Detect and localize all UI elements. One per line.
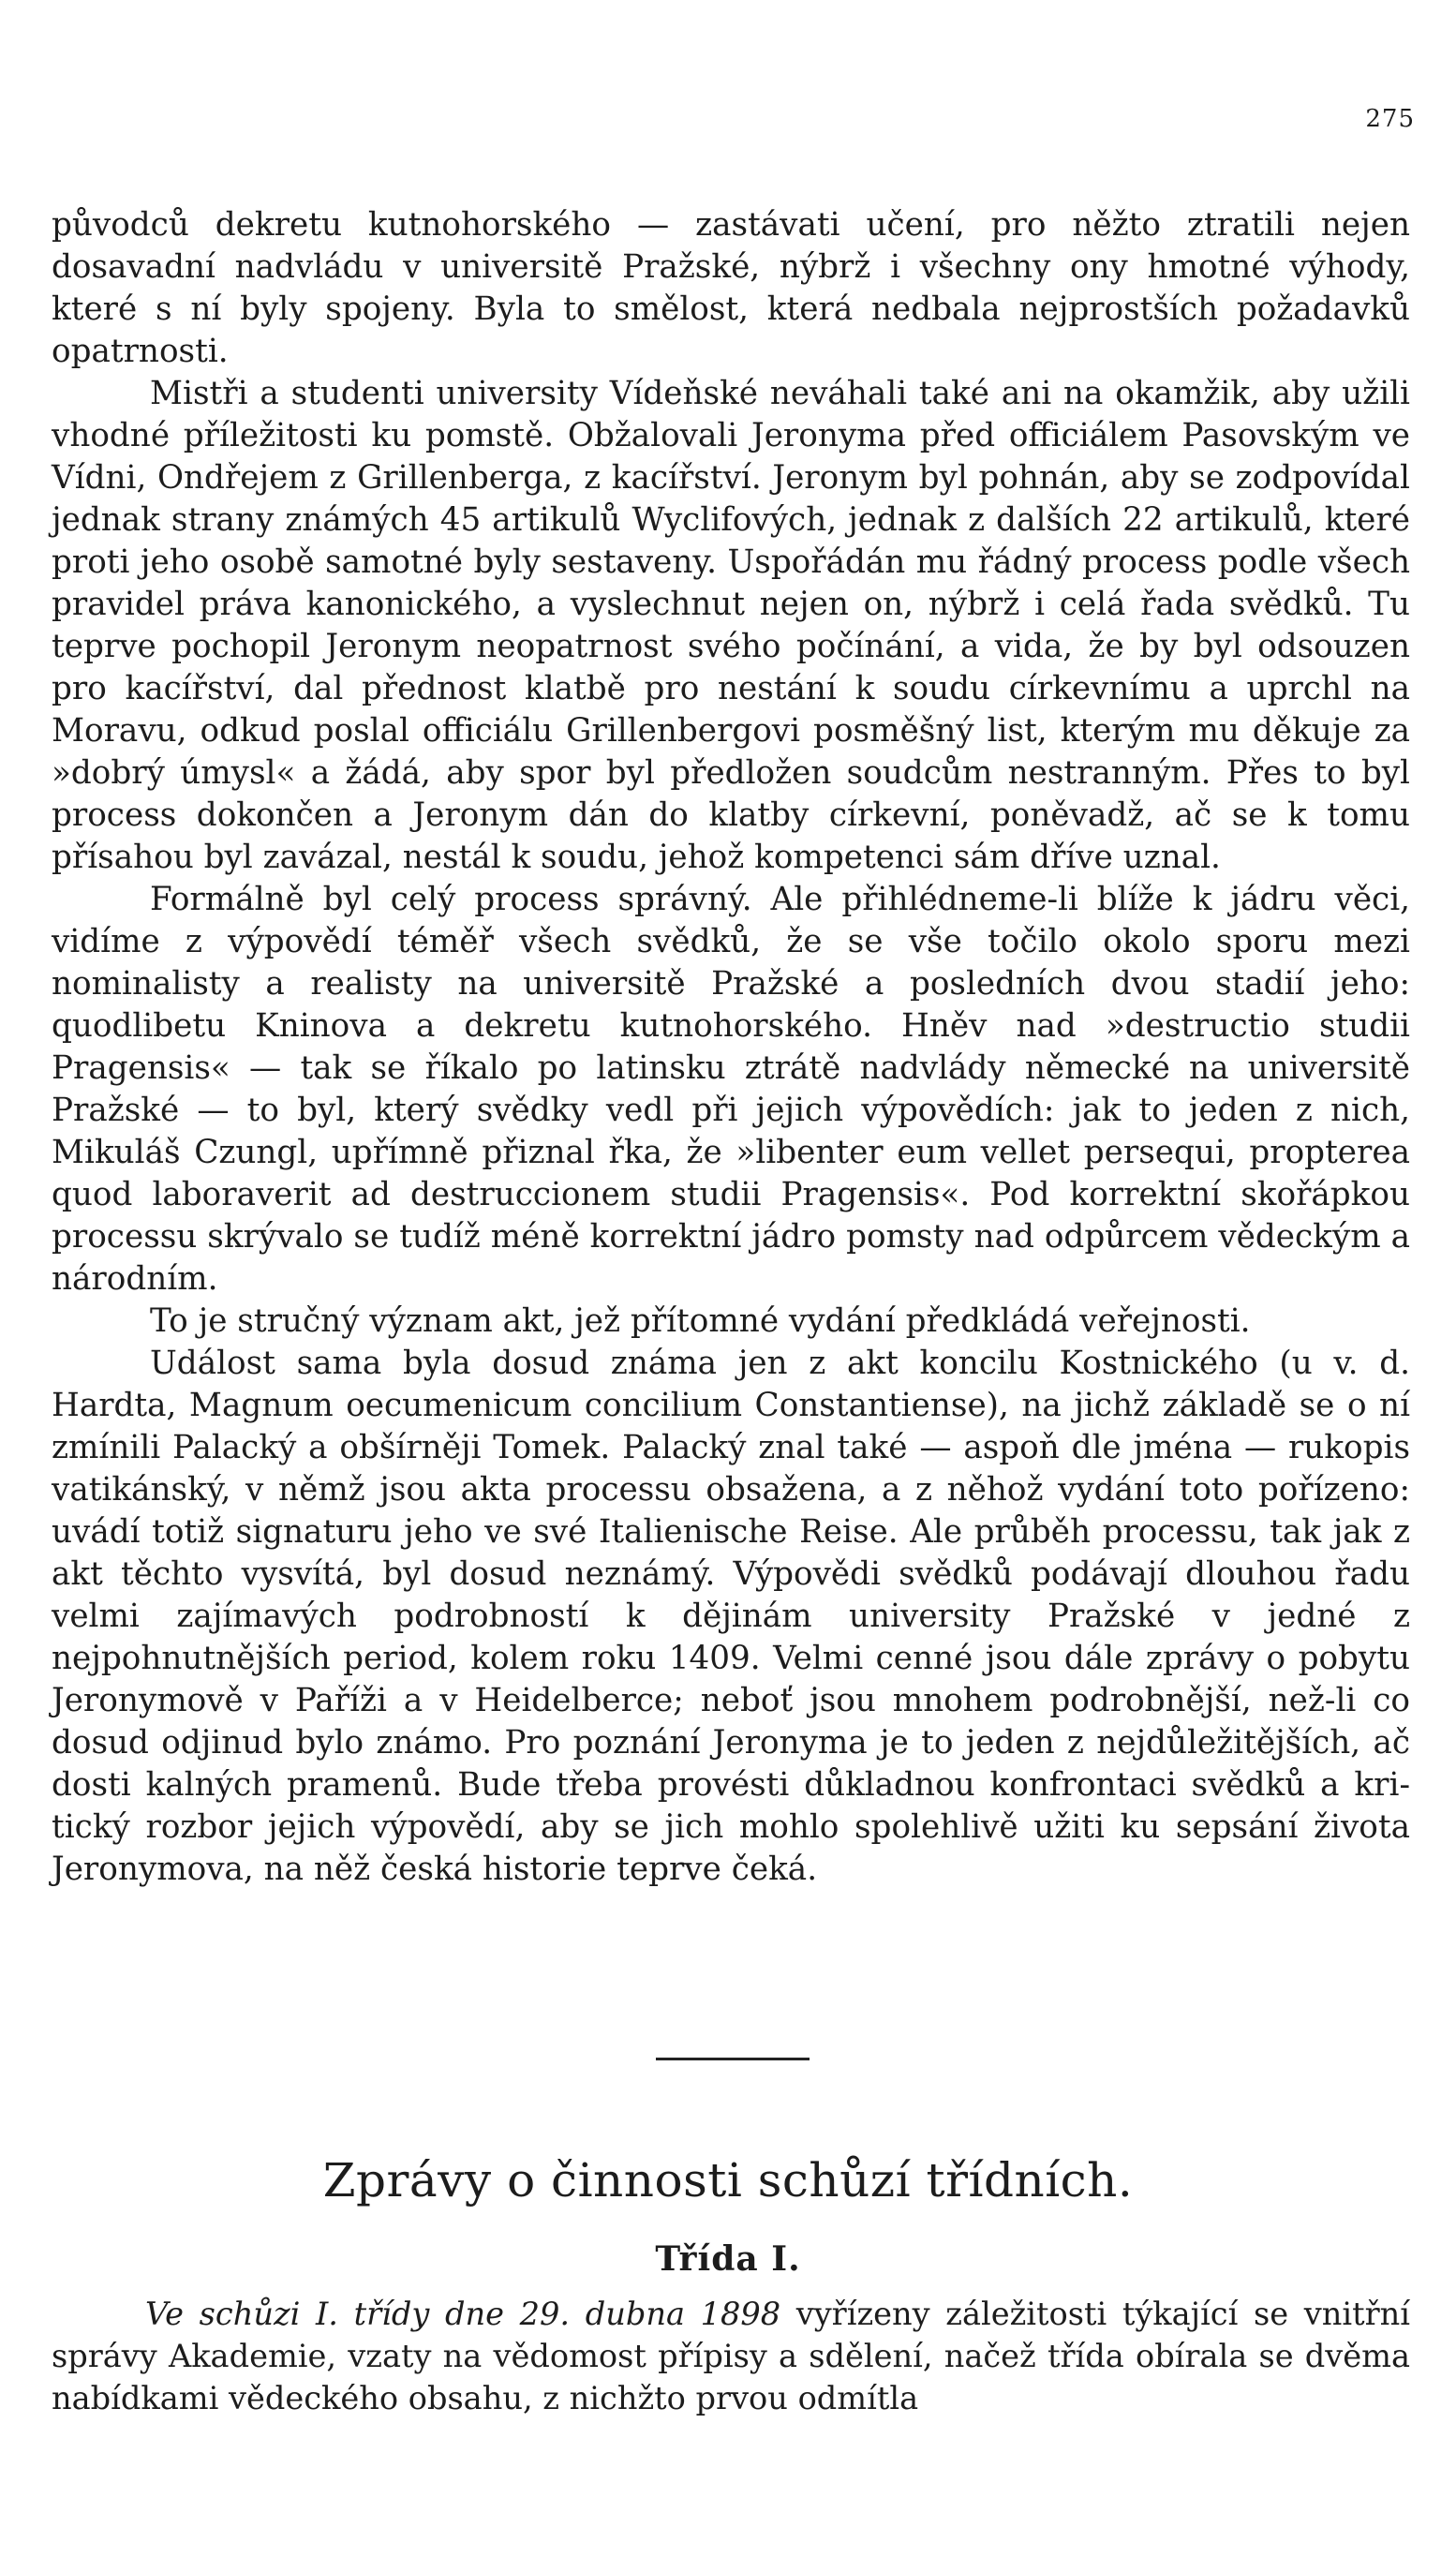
session-paragraph: [52, 2293, 1410, 2419]
section-title: Zprávy o činnosti schůzí třídních.: [322, 2153, 1134, 2208]
paragraph-3: Formálně byl celý process správný. Ale přihlédneme-li blíže k jádru věci, vidíme z výpovědí téměř všech svědků, že se vše točilo okolo sporu mezi nominalisty a realisty na universitě Pražské a posledních dvou stadií jeho: quodlibetu Kninova a dekretu kutnohorského. Hněv nad »destructio studii Pragensis« — tak se říkalo po latinsku ztrátě nadvlády německé na universitě Pražské — to byl, který svědky vedl při jejich výpovědích: jak to jeden z nich, Mikuláš Czungl, upřímně přiznal řka, že »libenter eum vellet persequi, propterea quod laboraverit ad destruccionem studii Pragensis«. Pod korrektní skořápkou processu skrývalo se tudíž méně korrektní jádro pomsty nad odpůrcem vědeckým a národním.: [52, 881, 1410, 1298]
session-paragraph-text: [52, 2293, 1410, 2419]
session-body: vyřízeny záležitosti týkající se vnitřní správy Akademie, vzaty na vědomost přípisy a sdělení, načež třída obírala se dvěma nabídkami vědeckého obsahu, z nichžto prvou odmítla: [52, 2296, 1410, 2416]
paragraph-5: Událost sama byla dosud známa jen z akt koncilu Kostnického (u v. d. Hardta, Magnum oecumenicum concilium Constantiense), na jichž základě se o ní zmínili Palacký a obšírněji Tomek. Palacký znal také — aspoň dle jména — rukopis vatikánský, v němž jsou akta processu obsažena, a z něhož vydání toto pořízeno: uvádí totiž signaturu jeho ve své Italienische Reise. Ale průběh processu, tak jak z akt těchto vysvítá, byl dosud neznámý. Výpovědi svědků podávají dlouhou řadu velmi zajímavých podrobností k dějinám university Pražské v jedné z nejpohnutnějších period, kolem roku 1409. Velmi cenné jsou dále zprávy o pobytu Jeronymově v Paříži a v Heidelberce; neboť jsou mnohem podrobnější, než-li co dosud odjinud bylo známo. Pro poznání Jeronyma je to jeden z nejdůležitějších, ač dosti kalných pramenů. Bude třeba provésti důkladnou konfrontaci svědků a kritický rozbor jejich výpovědí, aby se jich mohlo spolehlivě užiti ku sepsání života Jeronymova, na něž česká historie teprve čeká.: [52, 1345, 1410, 1888]
paragraph-2: Mistři a studenti university Vídeňské neváhali také ani na okamžik, aby užili vhodné příležitosti ku pomstě. Obžalovali Jeronyma před officiálem Pasovským ve Vídni, Ondřejem z Grillenberga, z kacířství. Jeronym byl pohnán, aby se zodpovídal jednak strany známých 45 artikulů Wyclifových, jednak z dalších 22 artikulů, které proti jeho osobě samotné byly sestaveny. Uspořádán mu řádný process podle všech pravidel práva kanonického, a vyslechnut nejen on, nýbrž i celá řada svědků. Tu teprve pochopil Jeronym neopatrnost svého počínání, a vida, že by byl odsouzen pro kacířství, dal přednost klatbě pro nestání k soudu církevnímu a uprchl na Moravu, odkud poslal officiálu Grillenbergovi posměšný list, kterým mu děkuje za »dobrý úmysl« a žádá, aby spor byl předložen soudcům nestranným. Přes to byl process dokončen a Jeronym dán do klatby církevní, poněvadž, ač se k tomu přísahou byl zavázal, nestál k soudu, jehož kompetenci sám dříve uznal.: [52, 375, 1410, 876]
paragraph-4: To je stručný význam akt, jež přítomné vydání předkládá veřejnosti.: [150, 1302, 1251, 1340]
paragraph-1: původců dekretu kutnohorského — zastávati učení, pro něžto ztratili nejen dosavadní nadvládu v universitě Pražské, nýbrž i všechny ony hmotné výhody, které s ní byly spojeny. Byla to smělost, která nedbala nejprostších požadavků opatrnosti.: [52, 206, 1410, 370]
section-divider: [656, 2058, 810, 2060]
page-number: 275: [1365, 105, 1415, 133]
body-text: [52, 204, 1410, 1891]
subsection-title: Třída I.: [655, 2239, 801, 2279]
session-intro: Ve schůzi I. třídy dne 29. dubna 1898: [145, 2296, 781, 2332]
